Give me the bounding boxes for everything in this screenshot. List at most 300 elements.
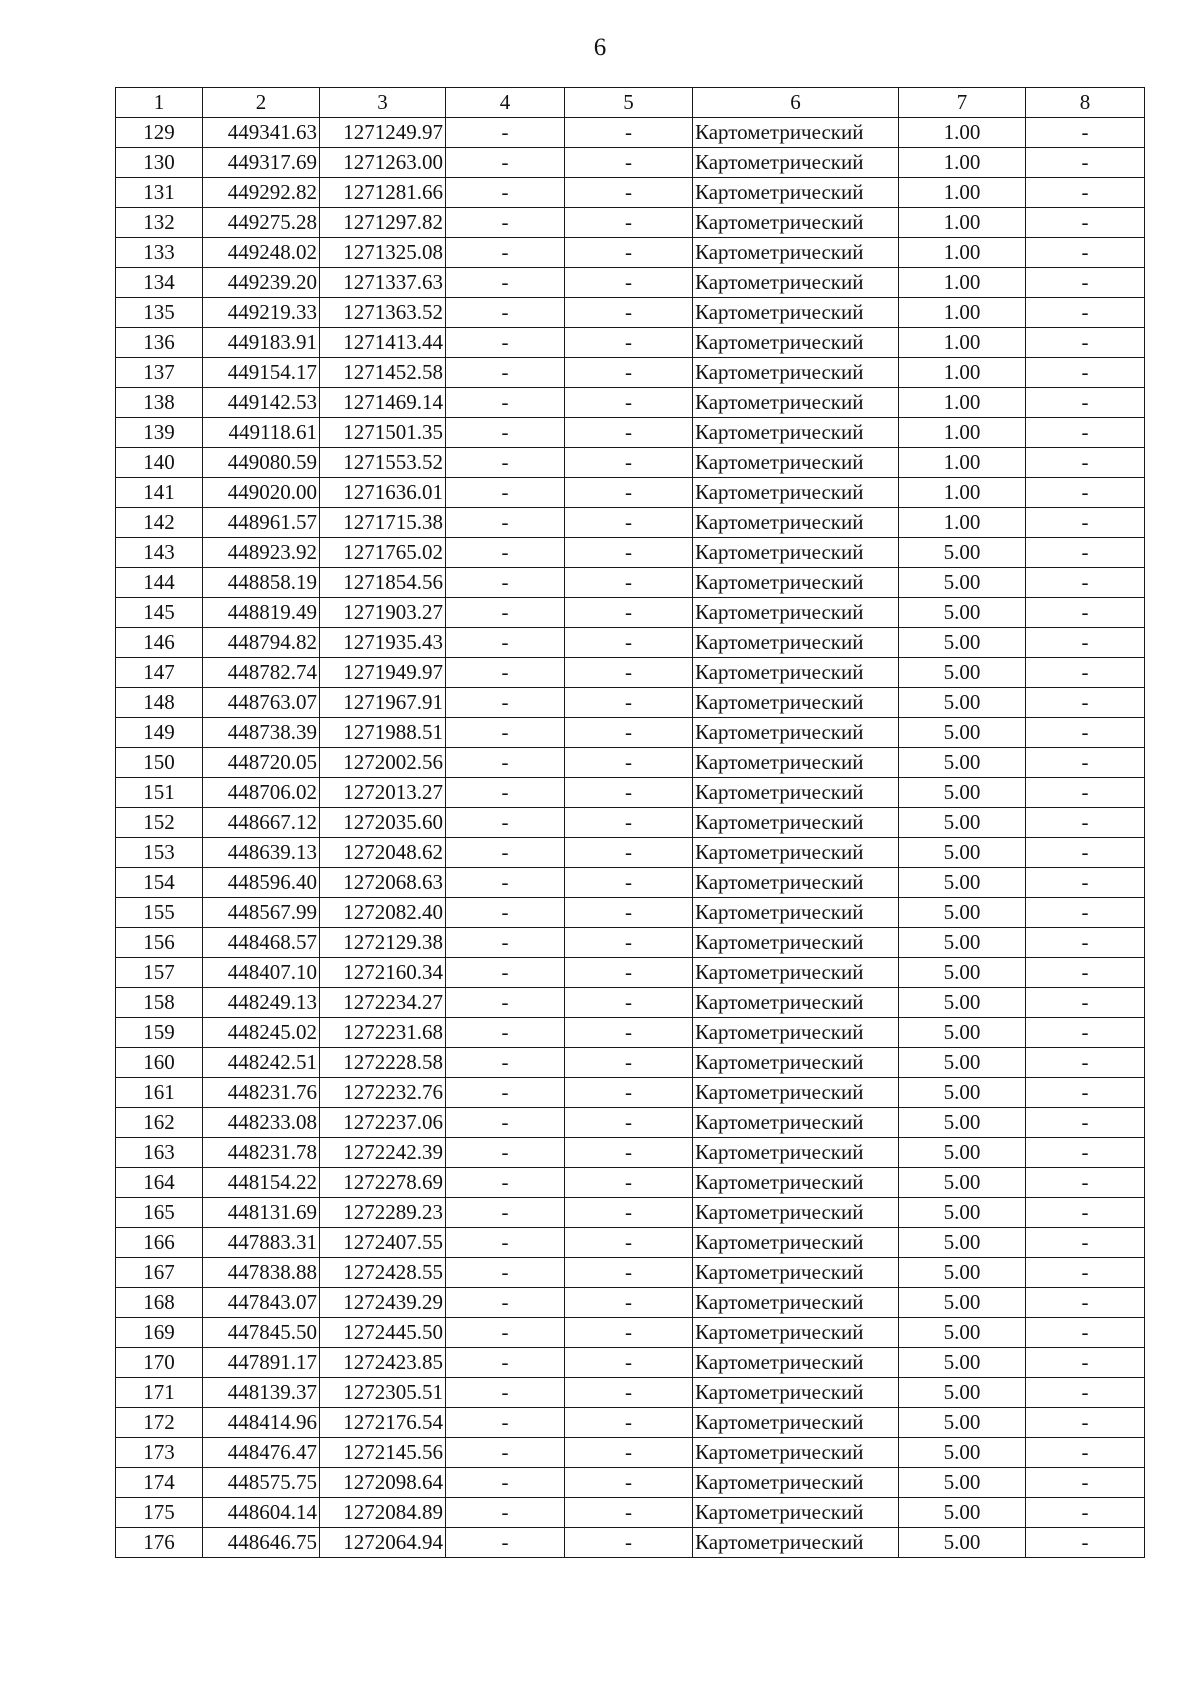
column-5-cell: - (565, 1228, 693, 1258)
column-header: 4 (446, 88, 565, 118)
table-row (116, 478, 1145, 508)
column-4-cell: - (446, 1258, 565, 1288)
column-5-cell: - (565, 1288, 693, 1318)
method-cell: Картометрический (693, 928, 899, 958)
column-4-cell: - (446, 1018, 565, 1048)
table-row (116, 778, 1145, 808)
x-coordinate-cell: 449118.61 (203, 418, 320, 448)
column-8-cell: - (1026, 1378, 1145, 1408)
accuracy-cell: 5.00 (899, 1258, 1026, 1288)
method-cell: Картометрический (693, 1198, 899, 1228)
accuracy-cell: 1.00 (899, 208, 1026, 238)
method-cell: Картометрический (693, 268, 899, 298)
point-number-cell: 158 (116, 988, 203, 1018)
accuracy-cell: 1.00 (899, 268, 1026, 298)
x-coordinate-cell: 448414.96 (203, 1408, 320, 1438)
point-number-cell: 164 (116, 1168, 203, 1198)
point-number-cell: 154 (116, 868, 203, 898)
point-number-cell: 167 (116, 1258, 203, 1288)
column-8-cell: - (1026, 1048, 1145, 1078)
x-coordinate-cell: 447843.07 (203, 1288, 320, 1318)
column-8-cell: - (1026, 1288, 1145, 1318)
table-row (116, 868, 1145, 898)
accuracy-cell: 5.00 (899, 748, 1026, 778)
x-coordinate-cell: 448154.22 (203, 1168, 320, 1198)
accuracy-cell: 5.00 (899, 778, 1026, 808)
method-cell: Картометрический (693, 718, 899, 748)
point-number-cell: 137 (116, 358, 203, 388)
point-number-cell: 140 (116, 448, 203, 478)
x-coordinate-cell: 448763.07 (203, 688, 320, 718)
point-number-cell: 175 (116, 1498, 203, 1528)
table-row (116, 1078, 1145, 1108)
point-number-cell: 161 (116, 1078, 203, 1108)
y-coordinate-cell: 1271967.91 (320, 688, 446, 718)
method-cell: Картометрический (693, 1438, 899, 1468)
table-row (116, 1138, 1145, 1168)
x-coordinate-cell: 448646.75 (203, 1528, 320, 1558)
column-5-cell: - (565, 568, 693, 598)
column-8-cell: - (1026, 1498, 1145, 1528)
column-4-cell: - (446, 1318, 565, 1348)
point-number-cell: 151 (116, 778, 203, 808)
table-row (116, 1378, 1145, 1408)
method-cell: Картометрический (693, 1408, 899, 1438)
point-number-cell: 129 (116, 118, 203, 148)
accuracy-cell: 1.00 (899, 238, 1026, 268)
column-4-cell: - (446, 658, 565, 688)
y-coordinate-cell: 1272289.23 (320, 1198, 446, 1228)
column-5-cell: - (565, 598, 693, 628)
column-8-cell: - (1026, 1318, 1145, 1348)
y-coordinate-cell: 1271765.02 (320, 538, 446, 568)
column-5-cell: - (565, 898, 693, 928)
table-row (116, 148, 1145, 178)
x-coordinate-cell: 449275.28 (203, 208, 320, 238)
table-row (116, 1318, 1145, 1348)
method-cell: Картометрический (693, 418, 899, 448)
column-5-cell: - (565, 1318, 693, 1348)
y-coordinate-cell: 1272428.55 (320, 1258, 446, 1288)
y-coordinate-cell: 1271988.51 (320, 718, 446, 748)
column-4-cell: - (446, 1408, 565, 1438)
column-8-cell: - (1026, 1078, 1145, 1108)
x-coordinate-cell: 448231.78 (203, 1138, 320, 1168)
column-5-cell: - (565, 388, 693, 418)
method-cell: Картометрический (693, 988, 899, 1018)
column-8-cell: - (1026, 1108, 1145, 1138)
method-cell: Картометрический (693, 1348, 899, 1378)
x-coordinate-cell: 448596.40 (203, 868, 320, 898)
y-coordinate-cell: 1272407.55 (320, 1228, 446, 1258)
y-coordinate-cell: 1272145.56 (320, 1438, 446, 1468)
column-8-cell: - (1026, 928, 1145, 958)
table-row (116, 1498, 1145, 1528)
accuracy-cell: 5.00 (899, 1048, 1026, 1078)
table-row (116, 1438, 1145, 1468)
column-8-cell: - (1026, 1168, 1145, 1198)
column-8-cell: - (1026, 568, 1145, 598)
column-4-cell: - (446, 868, 565, 898)
accuracy-cell: 1.00 (899, 508, 1026, 538)
accuracy-cell: 5.00 (899, 868, 1026, 898)
column-8-cell: - (1026, 598, 1145, 628)
table-row (116, 958, 1145, 988)
y-coordinate-cell: 1272278.69 (320, 1168, 446, 1198)
x-coordinate-cell: 449080.59 (203, 448, 320, 478)
column-8-cell: - (1026, 868, 1145, 898)
accuracy-cell: 5.00 (899, 1528, 1026, 1558)
point-number-cell: 172 (116, 1408, 203, 1438)
method-cell: Картометрический (693, 598, 899, 628)
x-coordinate-cell: 448468.57 (203, 928, 320, 958)
accuracy-cell: 1.00 (899, 418, 1026, 448)
point-number-cell: 171 (116, 1378, 203, 1408)
accuracy-cell: 1.00 (899, 298, 1026, 328)
table-row (116, 448, 1145, 478)
y-coordinate-cell: 1271413.44 (320, 328, 446, 358)
column-5-cell: - (565, 1408, 693, 1438)
column-5-cell: - (565, 1498, 693, 1528)
column-4-cell: - (446, 538, 565, 568)
column-header: 6 (693, 88, 899, 118)
x-coordinate-cell: 448231.76 (203, 1078, 320, 1108)
table-row (116, 598, 1145, 628)
table-row (116, 388, 1145, 418)
method-cell: Картометрический (693, 868, 899, 898)
column-5-cell: - (565, 478, 693, 508)
column-header: 1 (116, 88, 203, 118)
point-number-cell: 174 (116, 1468, 203, 1498)
x-coordinate-cell: 448782.74 (203, 658, 320, 688)
point-number-cell: 163 (116, 1138, 203, 1168)
method-cell: Картометрический (693, 748, 899, 778)
column-5-cell: - (565, 538, 693, 568)
column-4-cell: - (446, 808, 565, 838)
column-5-cell: - (565, 778, 693, 808)
column-5-cell: - (565, 298, 693, 328)
method-cell: Картометрический (693, 118, 899, 148)
point-number-cell: 130 (116, 148, 203, 178)
column-4-cell: - (446, 688, 565, 718)
x-coordinate-cell: 448667.12 (203, 808, 320, 838)
accuracy-cell: 1.00 (899, 358, 1026, 388)
table-row (116, 508, 1145, 538)
column-8-cell: - (1026, 268, 1145, 298)
column-5-cell: - (565, 928, 693, 958)
method-cell: Картометрический (693, 838, 899, 868)
y-coordinate-cell: 1272035.60 (320, 808, 446, 838)
y-coordinate-cell: 1271325.08 (320, 238, 446, 268)
column-4-cell: - (446, 988, 565, 1018)
method-cell: Картометрический (693, 1168, 899, 1198)
column-header: 7 (899, 88, 1026, 118)
column-4-cell: - (446, 1108, 565, 1138)
y-coordinate-cell: 1271501.35 (320, 418, 446, 448)
column-8-cell: - (1026, 778, 1145, 808)
column-header: 5 (565, 88, 693, 118)
accuracy-cell: 1.00 (899, 478, 1026, 508)
column-5-cell: - (565, 718, 693, 748)
method-cell: Картометрический (693, 1498, 899, 1528)
y-coordinate-cell: 1271281.66 (320, 178, 446, 208)
method-cell: Картометрический (693, 1048, 899, 1078)
y-coordinate-cell: 1272231.68 (320, 1018, 446, 1048)
point-number-cell: 176 (116, 1528, 203, 1558)
column-4-cell: - (446, 748, 565, 778)
x-coordinate-cell: 448961.57 (203, 508, 320, 538)
y-coordinate-cell: 1271903.27 (320, 598, 446, 628)
column-4-cell: - (446, 1228, 565, 1258)
accuracy-cell: 5.00 (899, 1318, 1026, 1348)
table-row (116, 1408, 1145, 1438)
table-row (116, 748, 1145, 778)
table-row (116, 1348, 1145, 1378)
column-8-cell: - (1026, 808, 1145, 838)
point-number-cell: 170 (116, 1348, 203, 1378)
y-coordinate-cell: 1272013.27 (320, 778, 446, 808)
x-coordinate-cell: 449341.63 (203, 118, 320, 148)
y-coordinate-cell: 1272228.58 (320, 1048, 446, 1078)
method-cell: Картометрический (693, 538, 899, 568)
accuracy-cell: 5.00 (899, 1138, 1026, 1168)
column-4-cell: - (446, 1438, 565, 1468)
table-row (116, 238, 1145, 268)
y-coordinate-cell: 1271337.63 (320, 268, 446, 298)
column-5-cell: - (565, 1378, 693, 1408)
accuracy-cell: 5.00 (899, 1468, 1026, 1498)
column-4-cell: - (446, 928, 565, 958)
column-4-cell: - (446, 298, 565, 328)
method-cell: Картометрический (693, 1258, 899, 1288)
table-row (116, 208, 1145, 238)
method-cell: Картометрический (693, 1228, 899, 1258)
column-8-cell: - (1026, 718, 1145, 748)
accuracy-cell: 5.00 (899, 988, 1026, 1018)
method-cell: Картометрический (693, 688, 899, 718)
column-5-cell: - (565, 148, 693, 178)
point-number-cell: 135 (116, 298, 203, 328)
point-number-cell: 152 (116, 808, 203, 838)
table-row (116, 118, 1145, 148)
method-cell: Картометрический (693, 238, 899, 268)
method-cell: Картометрический (693, 298, 899, 328)
point-number-cell: 146 (116, 628, 203, 658)
column-8-cell: - (1026, 388, 1145, 418)
column-8-cell: - (1026, 298, 1145, 328)
column-8-cell: - (1026, 628, 1145, 658)
x-coordinate-cell: 449219.33 (203, 298, 320, 328)
column-header: 2 (203, 88, 320, 118)
table-row (116, 1198, 1145, 1228)
point-number-cell: 131 (116, 178, 203, 208)
accuracy-cell: 5.00 (899, 538, 1026, 568)
y-coordinate-cell: 1272242.39 (320, 1138, 446, 1168)
y-coordinate-cell: 1271854.56 (320, 568, 446, 598)
table-row (116, 1468, 1145, 1498)
column-5-cell: - (565, 1528, 693, 1558)
accuracy-cell: 5.00 (899, 1408, 1026, 1438)
column-8-cell: - (1026, 1468, 1145, 1498)
x-coordinate-cell: 448567.99 (203, 898, 320, 928)
method-cell: Картометрический (693, 658, 899, 688)
y-coordinate-cell: 1271263.00 (320, 148, 446, 178)
accuracy-cell: 5.00 (899, 1108, 1026, 1138)
coordinates-table (115, 87, 1145, 1558)
point-number-cell: 147 (116, 658, 203, 688)
point-number-cell: 173 (116, 1438, 203, 1468)
point-number-cell: 132 (116, 208, 203, 238)
column-5-cell: - (565, 688, 693, 718)
column-5-cell: - (565, 628, 693, 658)
column-4-cell: - (446, 1468, 565, 1498)
table-row (116, 1048, 1145, 1078)
point-number-cell: 141 (116, 478, 203, 508)
method-cell: Картометрический (693, 898, 899, 928)
x-coordinate-cell: 448575.75 (203, 1468, 320, 1498)
column-4-cell: - (446, 208, 565, 238)
table-row (116, 1018, 1145, 1048)
table-row (116, 928, 1145, 958)
column-4-cell: - (446, 778, 565, 808)
column-8-cell: - (1026, 958, 1145, 988)
column-5-cell: - (565, 658, 693, 688)
point-number-cell: 149 (116, 718, 203, 748)
column-8-cell: - (1026, 148, 1145, 178)
x-coordinate-cell: 449142.53 (203, 388, 320, 418)
column-8-cell: - (1026, 508, 1145, 538)
column-4-cell: - (446, 1138, 565, 1168)
column-4-cell: - (446, 1378, 565, 1408)
y-coordinate-cell: 1271636.01 (320, 478, 446, 508)
column-8-cell: - (1026, 208, 1145, 238)
table-row (116, 808, 1145, 838)
x-coordinate-cell: 449239.20 (203, 268, 320, 298)
column-5-cell: - (565, 1258, 693, 1288)
point-number-cell: 166 (116, 1228, 203, 1258)
accuracy-cell: 1.00 (899, 388, 1026, 418)
y-coordinate-cell: 1271469.14 (320, 388, 446, 418)
accuracy-cell: 5.00 (899, 1078, 1026, 1108)
x-coordinate-cell: 448233.08 (203, 1108, 320, 1138)
y-coordinate-cell: 1272423.85 (320, 1348, 446, 1378)
column-4-cell: - (446, 448, 565, 478)
column-4-cell: - (446, 478, 565, 508)
column-5-cell: - (565, 1138, 693, 1168)
column-8-cell: - (1026, 748, 1145, 778)
y-coordinate-cell: 1271553.52 (320, 448, 446, 478)
column-5-cell: - (565, 418, 693, 448)
y-coordinate-cell: 1272048.62 (320, 838, 446, 868)
point-number-cell: 168 (116, 1288, 203, 1318)
table-row (116, 268, 1145, 298)
column-8-cell: - (1026, 658, 1145, 688)
x-coordinate-cell: 448242.51 (203, 1048, 320, 1078)
column-5-cell: - (565, 1048, 693, 1078)
method-cell: Картометрический (693, 388, 899, 418)
method-cell: Картометрический (693, 148, 899, 178)
point-number-cell: 139 (116, 418, 203, 448)
column-8-cell: - (1026, 448, 1145, 478)
accuracy-cell: 5.00 (899, 1378, 1026, 1408)
accuracy-cell: 1.00 (899, 178, 1026, 208)
column-5-cell: - (565, 748, 693, 778)
x-coordinate-cell: 448819.49 (203, 598, 320, 628)
column-5-cell: - (565, 118, 693, 148)
point-number-cell: 133 (116, 238, 203, 268)
method-cell: Картометрический (693, 328, 899, 358)
x-coordinate-cell: 447883.31 (203, 1228, 320, 1258)
column-5-cell: - (565, 868, 693, 898)
table-row (116, 298, 1145, 328)
column-4-cell: - (446, 418, 565, 448)
column-8-cell: - (1026, 688, 1145, 718)
column-8-cell: - (1026, 1258, 1145, 1288)
y-coordinate-cell: 1272232.76 (320, 1078, 446, 1108)
method-cell: Картометрический (693, 958, 899, 988)
method-cell: Картометрический (693, 1288, 899, 1318)
x-coordinate-cell: 449292.82 (203, 178, 320, 208)
point-number-cell: 136 (116, 328, 203, 358)
table-row (116, 568, 1145, 598)
y-coordinate-cell: 1272439.29 (320, 1288, 446, 1318)
column-8-cell: - (1026, 238, 1145, 268)
point-number-cell: 155 (116, 898, 203, 928)
column-8-cell: - (1026, 838, 1145, 868)
method-cell: Картометрический (693, 628, 899, 658)
column-5-cell: - (565, 268, 693, 298)
x-coordinate-cell: 447838.88 (203, 1258, 320, 1288)
column-4-cell: - (446, 1168, 565, 1198)
table-row (116, 358, 1145, 388)
column-8-cell: - (1026, 538, 1145, 568)
table-row (116, 1258, 1145, 1288)
column-5-cell: - (565, 1018, 693, 1048)
column-5-cell: - (565, 808, 693, 838)
point-number-cell: 134 (116, 268, 203, 298)
y-coordinate-cell: 1271363.52 (320, 298, 446, 328)
y-coordinate-cell: 1272068.63 (320, 868, 446, 898)
column-8-cell: - (1026, 358, 1145, 388)
x-coordinate-cell: 448858.19 (203, 568, 320, 598)
x-coordinate-cell: 448476.47 (203, 1438, 320, 1468)
column-5-cell: - (565, 1468, 693, 1498)
column-8-cell: - (1026, 1228, 1145, 1258)
x-coordinate-cell: 447891.17 (203, 1348, 320, 1378)
table-row (116, 658, 1145, 688)
y-coordinate-cell: 1272305.51 (320, 1378, 446, 1408)
point-number-cell: 148 (116, 688, 203, 718)
accuracy-cell: 5.00 (899, 1348, 1026, 1378)
accuracy-cell: 5.00 (899, 1168, 1026, 1198)
x-coordinate-cell: 449154.17 (203, 358, 320, 388)
point-number-cell: 153 (116, 838, 203, 868)
method-cell: Картометрический (693, 568, 899, 598)
column-4-cell: - (446, 508, 565, 538)
point-number-cell: 145 (116, 598, 203, 628)
column-5-cell: - (565, 178, 693, 208)
table-row (116, 988, 1145, 1018)
y-coordinate-cell: 1272176.54 (320, 1408, 446, 1438)
table-row (116, 178, 1145, 208)
x-coordinate-cell: 449317.69 (203, 148, 320, 178)
column-4-cell: - (446, 178, 565, 208)
column-4-cell: - (446, 1078, 565, 1108)
table-row (116, 838, 1145, 868)
column-4-cell: - (446, 838, 565, 868)
point-number-cell: 143 (116, 538, 203, 568)
accuracy-cell: 1.00 (899, 448, 1026, 478)
